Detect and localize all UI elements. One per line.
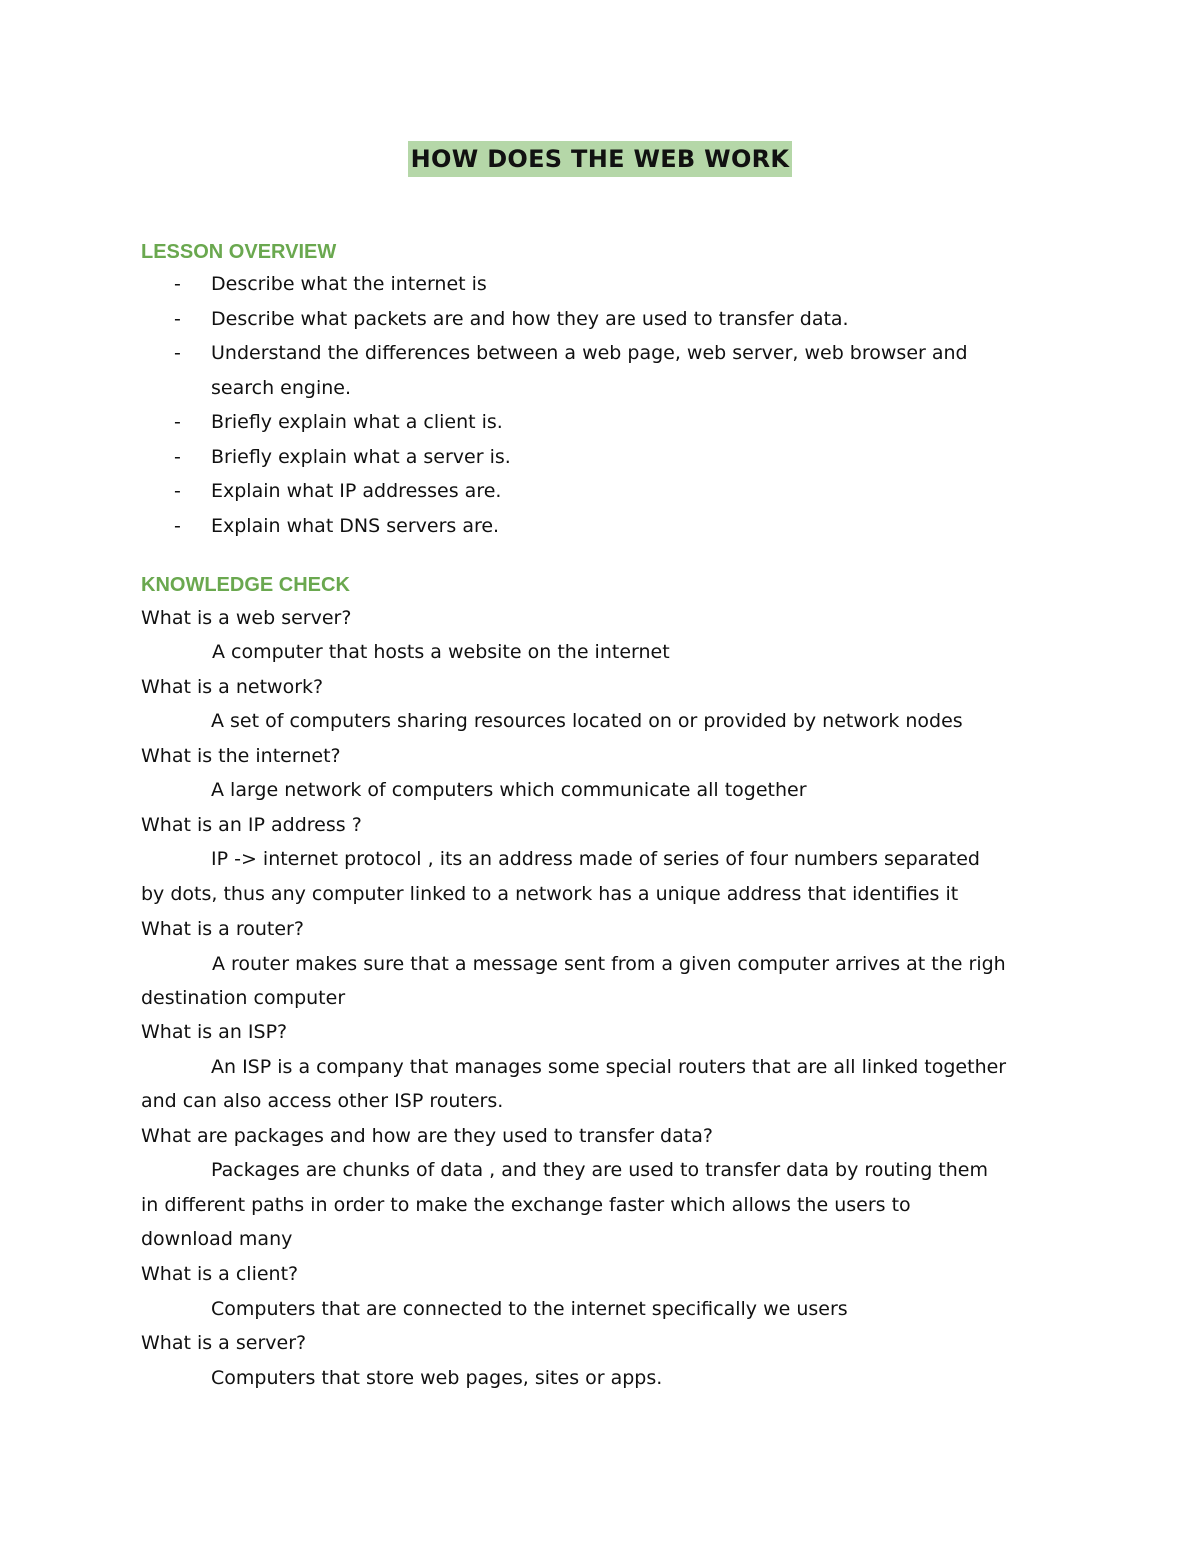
answer: Computers that are connected to the internet specifically we users <box>211 1298 848 1320</box>
answer-continuation: in different paths in order to make the exchange faster which allows the users to <box>141 1194 911 1216</box>
answer: A router makes sure that a message sent from a given computer arrives at the righ <box>212 953 1006 975</box>
answer: A computer that hosts a website on the internet <box>212 641 670 663</box>
list-item: Describe what packets are and how they are used to transfer data. <box>211 308 849 330</box>
answer-continuation: destination computer <box>141 987 346 1009</box>
list-item: Explain what IP addresses are. <box>211 480 502 502</box>
list-bullet: - <box>174 342 181 364</box>
question: What is a server? <box>141 1332 307 1354</box>
knowledge-check-heading: KNOWLEDGE CHECK <box>141 574 350 596</box>
answer-continuation: and can also access other ISP routers. <box>141 1090 504 1112</box>
list-item: Understand the differences between a web page, web server, web browser and <box>211 342 968 364</box>
answer: A set of computers sharing resources located on or provided by network nodes <box>211 710 963 732</box>
list-item: Briefly explain what a client is. <box>211 411 503 433</box>
title-container <box>0 141 1200 177</box>
list-item: Describe what the internet is <box>211 273 487 295</box>
question: What are packages and how are they used to transfer data? <box>141 1125 713 1147</box>
question: What is an ISP? <box>141 1021 288 1043</box>
list-bullet: - <box>174 273 181 295</box>
answer: Computers that store web pages, sites or apps. <box>211 1367 663 1389</box>
page-title: HOW DOES THE WEB WORK <box>408 141 793 177</box>
question: What is the internet? <box>141 745 341 767</box>
question: What is a client? <box>141 1263 299 1285</box>
answer: An ISP is a company that manages some special routers that are all linked together <box>211 1056 1007 1078</box>
list-bullet: - <box>174 308 181 330</box>
list-bullet: - <box>174 446 181 468</box>
list-bullet: - <box>174 515 181 537</box>
list-item: Briefly explain what a server is. <box>211 446 511 468</box>
list-item: Explain what DNS servers are. <box>211 515 500 537</box>
answer: IP -> internet protocol , its an address made of series of four numbers separated <box>211 848 980 870</box>
answer: A large network of computers which communicate all together <box>211 779 807 801</box>
list-item-continuation: search engine. <box>211 377 351 399</box>
lesson-overview-heading: LESSON OVERVIEW <box>141 241 337 263</box>
question: What is a network? <box>141 676 324 698</box>
list-bullet: - <box>174 411 181 433</box>
question: What is a router? <box>141 918 304 940</box>
question: What is an IP address ? <box>141 814 362 836</box>
answer-continuation: download many <box>141 1228 293 1250</box>
answer: Packages are chunks of data , and they are used to transfer data by routing them <box>211 1159 988 1181</box>
question: What is a web server? <box>141 607 352 629</box>
list-bullet: - <box>174 480 181 502</box>
answer-continuation: by dots, thus any computer linked to a network has a unique address that identifies it <box>141 883 959 905</box>
